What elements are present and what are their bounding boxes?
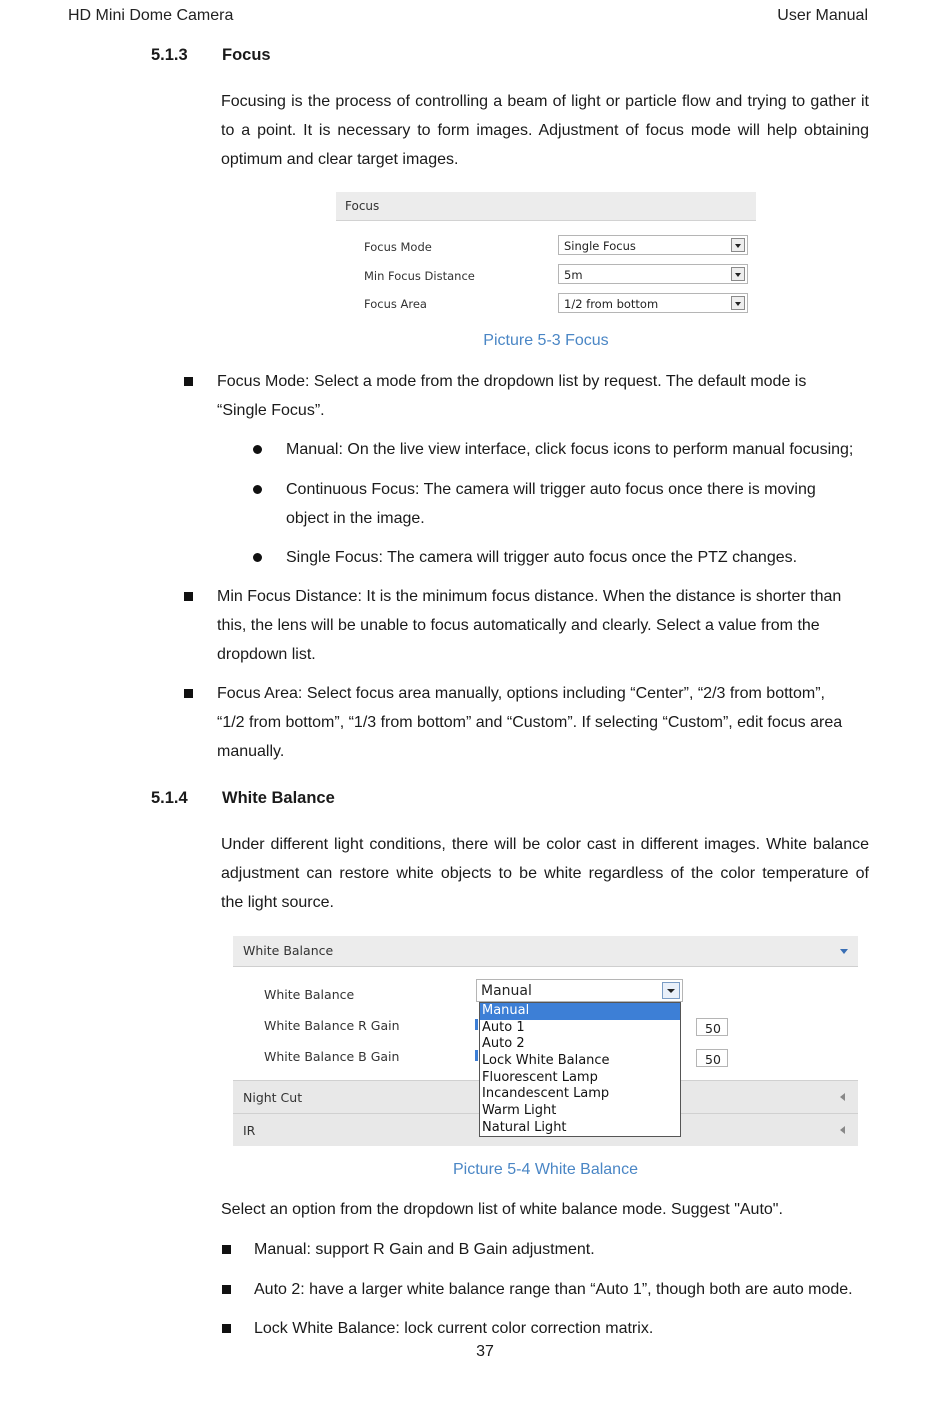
option-auto-2[interactable]: Auto 2 — [482, 1036, 525, 1052]
auto-2-bullet: Auto 2: have a larger white balance range than “Auto 1”, though both are auto mode. — [254, 1281, 853, 1298]
expand-arrow-icon[interactable] — [840, 1126, 845, 1134]
chevron-down-icon[interactable] — [731, 296, 745, 310]
wb-after-text: Select an option from the dropdown list of white balance mode. Suggest "Auto". — [221, 1201, 783, 1218]
focus-caption: Picture 5-3 Focus — [483, 332, 609, 349]
option-auto-1[interactable]: Auto 1 — [482, 1019, 525, 1035]
bullet-square-icon — [184, 377, 193, 386]
focus-panel-title: Focus — [345, 199, 380, 213]
focus-intro: Focusing is the process of controlling a beam of light or particle flow and trying to gather it to a point. It is necessary to form images. Adjustment of focus mode will help obtaining optimum and clear target images. — [221, 93, 869, 168]
focus-area-label: Focus Area — [364, 297, 427, 311]
bullet-square-icon — [184, 689, 193, 698]
bullet-square-icon — [222, 1245, 231, 1254]
night-cut-section[interactable]: Night Cut — [233, 1080, 858, 1113]
wb-panel-header[interactable] — [233, 936, 858, 967]
focus-area-select[interactable]: 1/2 from bottom — [558, 293, 748, 313]
ir-section[interactable]: IR — [233, 1113, 858, 1146]
bullet-dot-icon — [253, 553, 262, 562]
wb-panel-title: White Balance — [243, 943, 334, 958]
white-balance-panel — [233, 936, 858, 1146]
min-focus-distance-label: Min Focus Distance — [364, 269, 475, 283]
single-sub-bullet: Single Focus: The camera will trigger auto focus once the PTZ changes. — [286, 549, 798, 566]
option-manual[interactable]: Manual — [480, 1003, 680, 1020]
wb-r-gain-label: White Balance R Gain — [264, 1018, 400, 1033]
section-number: 5.1.3 — [151, 46, 188, 64]
wb-b-gain-label: White Balance B Gain — [264, 1049, 400, 1064]
collapse-arrow-icon[interactable] — [840, 949, 848, 954]
bullet-square-icon — [184, 592, 193, 601]
option-warm-light[interactable]: Warm Light — [482, 1103, 557, 1119]
focus-area-bullet: Focus Area: Select focus area manually, options including “Center”, “2/3 from bottom”, “1/2 from bottom”, “1/3 from bottom” and “Custom”. If selecting “Custom”, edit focus area manually. — [217, 685, 843, 760]
b-gain-value-box[interactable]: 50 — [696, 1049, 728, 1067]
wb-caption: Picture 5-4 White Balance — [453, 1161, 638, 1178]
b-gain-slider-handle[interactable] — [475, 1050, 478, 1061]
wb-intro: Under different light conditions, there will be color cast in different images. White balance adjustment can restore white objects to be white regardless of the color temperature of the light source. — [221, 836, 869, 911]
chevron-down-icon[interactable] — [731, 267, 745, 281]
r-gain-value-box[interactable]: 50 — [696, 1018, 728, 1036]
min-focus-bullet: Min Focus Distance: It is the minimum focus distance. When the distance is shorter than this, the lens will be unable to focus automatically and clearly. Select a value from the dropdown list. — [217, 588, 842, 663]
manual-bullet: Manual: support R Gain and B Gain adjustment. — [254, 1241, 595, 1258]
expand-arrow-icon[interactable] — [840, 1093, 845, 1101]
continuous-sub-bullet: Continuous Focus: The camera will trigger auto focus once there is moving object in the image. — [286, 481, 816, 527]
bullet-square-icon — [222, 1285, 231, 1294]
option-incandescent-lamp[interactable]: Incandescent Lamp — [482, 1086, 610, 1102]
lock-wb-bullet: Lock White Balance: lock current color correction matrix. — [254, 1320, 654, 1337]
option-natural-light[interactable]: Natural Light — [482, 1119, 567, 1135]
focus-panel-header — [336, 192, 756, 221]
chevron-down-icon[interactable] — [731, 238, 745, 252]
white-balance-dropdown-list[interactable] — [479, 1002, 681, 1137]
bullet-square-icon — [222, 1324, 231, 1333]
section-number: 5.1.4 — [151, 789, 188, 807]
white-balance-label: White Balance — [264, 987, 355, 1002]
bullet-dot-icon — [253, 485, 262, 494]
focus-panel — [336, 192, 756, 316]
header-left: HD Mini Dome Camera — [68, 7, 234, 24]
chevron-down-icon[interactable] — [662, 982, 680, 999]
white-balance-select[interactable]: Manual — [476, 979, 683, 1002]
option-fluorescent-lamp[interactable]: Fluorescent Lamp — [482, 1069, 598, 1085]
min-focus-distance-select[interactable]: 5m — [558, 264, 748, 284]
section-title: White Balance — [222, 789, 335, 807]
focus-mode-bullet: Focus Mode: Select a mode from the dropdown list by request. The default mode is “Single Focus”. — [217, 373, 807, 419]
focus-mode-select[interactable]: Single Focus — [558, 235, 748, 255]
header-right: User Manual — [777, 7, 868, 24]
option-lock-white-balance[interactable]: Lock White Balance — [482, 1053, 610, 1069]
page-number: 37 — [476, 1343, 494, 1360]
focus-mode-label: Focus Mode — [364, 240, 432, 254]
section-title: Focus — [222, 46, 271, 64]
r-gain-slider-handle[interactable] — [475, 1019, 478, 1030]
manual-sub-bullet: Manual: On the live view interface, click focus icons to perform manual focusing; — [286, 441, 854, 458]
bullet-dot-icon — [253, 445, 262, 454]
